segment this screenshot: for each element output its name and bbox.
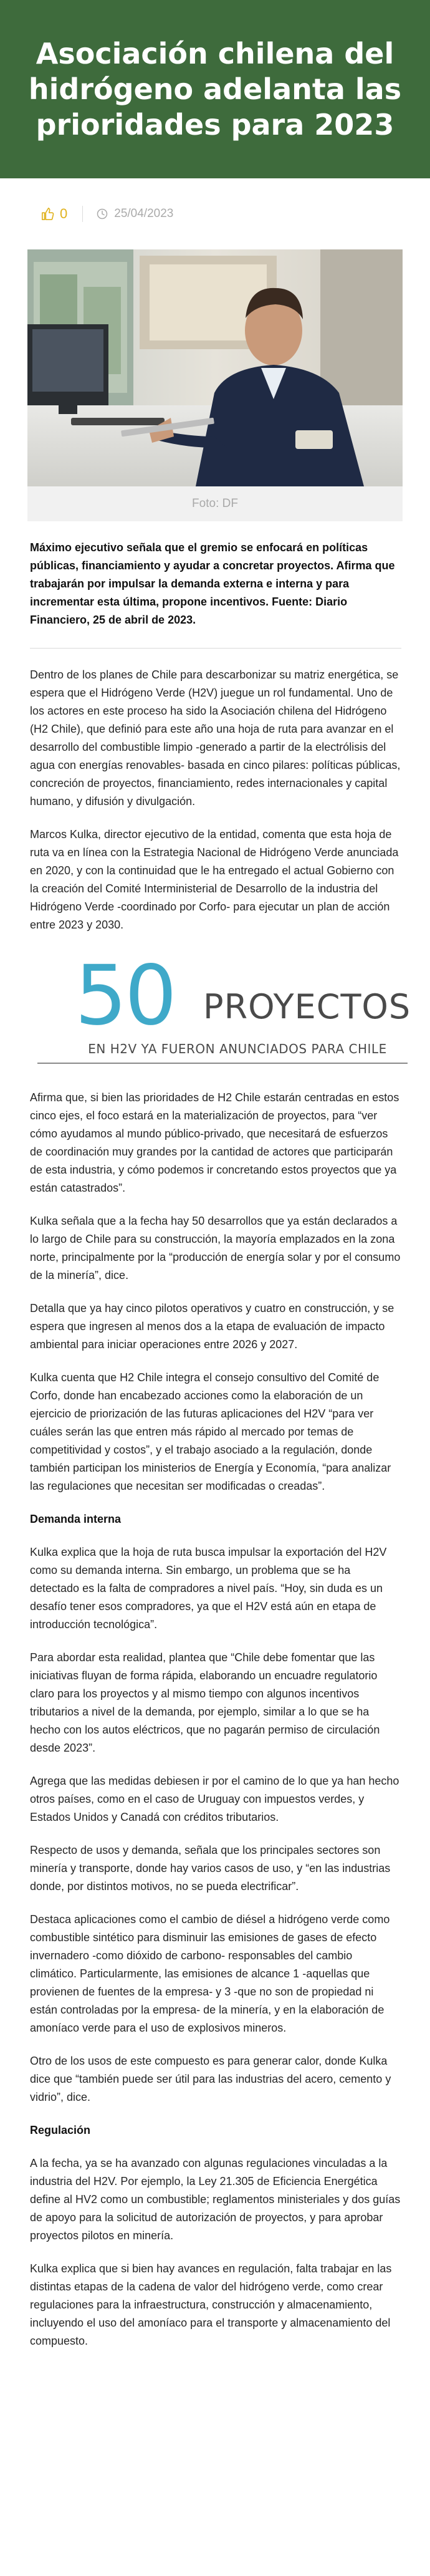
paragraph-3: Afirma que, si bien las prioridades de H2 Chile estarán centradas en estos cinco ejes, el foco estará en la materialización de proyectos, para “ver cómo ayudamos al mundo público-privado, que necesitará de esfuerzos de coordinación muy grandes por la cantidad de actores que participarán de esta industria, y cómo podemos ir concretando estos proyectos que ya están catastrados”. (30, 1091, 399, 1194)
paragraph-7: Kulka explica que la hoja de ruta busca impulsar la exportación del H2V como su demanda interna. Sin embargo, un problema que se ha detectado es la falta de compradores a nivel país. “Hoy, sin duda es un desafío tener esos compradores, ya que el H2V está aún en etapa de introducción tecnológica”. (30, 1546, 387, 1631)
article-lead: Máximo ejecutivo señala que el gremio se enfocará en políticas públicas, financiamiento y ayudar a concretar proyectos. Afirma que trabajarán por impulsar la demanda externa e interna y para incrementar esta última, propone incentivos. Fuente: Diario Financiero, 25 de abril de 2023. (30, 541, 395, 626)
paragraph-2: Marcos Kulka, director ejecutivo de la entidad, comenta que esta hoja de ruta va en línea con la Estrategia Nacional de Hidrógeno Verde anunciada en 2020, y con la continuidad que le ha entregado el actual Gobierno con la creación del Comité Interministerial de Desarrollo de la industria del Hidrógeno Verde -coordinado por Corfo- para ejecutar un plan de acción entre 2023 y 2030. (30, 828, 399, 931)
projects-banner (75, 948, 411, 1066)
like-button[interactable] (41, 206, 67, 222)
article-photo (27, 249, 403, 521)
article-meta (0, 178, 430, 249)
article-body (30, 539, 411, 2350)
paragraph-14: Kulka explica que si bien hay avances en regulación, falta trabajar en las distintas etapas de la cadena de valor del hidrógeno verde, como crear regulaciones para la infraestructura, construcción y almacenamiento, incluyendo el uso del amoníaco para el transporte y almacenamiento del compuesto. (30, 2262, 392, 2347)
paragraph-6: Kulka cuenta que H2 Chile integra el consejo consultivo del Comité de Corfo, donde han encabezado acciones como la elaboración de un ejercicio de priorización de las futuras aplicaciones del H2V “para ver cuáles serán las que entren más rápido al mercado por temas de competitividad y costos”, y el trabajo asociado a la regulación, donde también participan los ministerios de Energía y Economía, “para analizar las regulaciones que necesitan ser modificadas o creadas”. (30, 1371, 391, 1492)
paragraph-1: Dentro de los planes de Chile para descarbonizar su matriz energética, se espera que el Hidrógeno Verde (H2V) juegue un rol fundamental. Uno de los actores en este proceso ha sido la Asociación chilena del Hidrógeno (H2 Chile), que definió para este año una hoja de ruta para avanzar en el desarrollo del combustible limpio -generado a partir de la electrólisis del agua con energías renovables- basada en cinco pilares: políticas públicas, concreción de proyectos, financiamiento, redes internacionales y capital humano, y difusión y divulgación. (30, 668, 401, 808)
lead-divider (30, 648, 401, 649)
paragraph-12: Otro de los usos de este compuesto es para generar calor, donde Kulka dice que “también puede ser útil para las industrias del acero, cemento y vidrio”, dice. (30, 2055, 391, 2103)
article-header (0, 0, 430, 178)
banner-number: 50 (75, 948, 174, 1044)
heading-demanda-interna: Demanda interna (30, 1513, 122, 1525)
like-count: 0 (60, 206, 68, 221)
meta-divider (82, 206, 83, 222)
banner-word: PROYECTOS (203, 987, 411, 1026)
photo-caption: Foto: DF (27, 486, 403, 521)
paragraph-5: Detalla que ya hay cinco pilotos operativos y cuatro en construcción, y se espera que ingresen al menos dos a la etapa de evaluación de impacto ambiental para iniciar operaciones entre 2026 y 2027. (30, 1302, 394, 1351)
article-title: Asociación chilena del hidrógeno adelanta las prioridades para 2023 (28, 36, 402, 142)
thumbs-up-icon (41, 207, 55, 221)
heading-regulacion: Regulación (30, 2124, 91, 2136)
publish-date-text: 25/04/2023 (114, 207, 174, 220)
paragraph-11: Destaca aplicaciones como el cambio de diésel a hidrógeno verde como combustible sintético para disminuir las emisiones de gases de efecto invernadero -como dióxido de carbono- responsables del cambio climático. Particularmente, las emisiones de alcance 1 -aquellas que provienen de fuentes de la empresa- y 3 -que no son de propiedad ni están controladas por la empresa- de la minería, y en la elaboración de amoníaco verde para el uso de explosivos mineros. (30, 1913, 390, 2034)
publish-date (97, 207, 173, 221)
banner-underline (37, 1063, 408, 1064)
paragraph-9: Agrega que las medidas debiesen ir por el camino de lo que ya han hecho otros países, como en el caso de Uruguay con impuestos verdes, y Estados Unidos y Canadá con créditos tributarios. (30, 1775, 399, 1823)
banner-tagline: EN H2V YA FUERON ANUNCIADOS PARA CHILE (88, 1041, 387, 1056)
clock-icon (97, 208, 108, 219)
paragraph-4: Kulka señala que a la fecha hay 50 desarrollos que ya están declarados a lo largo de Chile para su construcción, la mayoría emplazados en la zona norte, principalmente por la “producción de energía solar y por el consumo de la minería”, dice. (30, 1215, 401, 1281)
paragraph-13: A la fecha, ya se ha avanzado con algunas regulaciones vinculadas a la industria del H2V. Por ejemplo, la Ley 21.305 de Eficiencia Energética define al HV2 como un combustible; reglamentos ministeriales y dos guías de apoyo para la solicitud de autorización de proyectos, y para aprobar proyectos pilotos en minería. (30, 2157, 401, 2242)
paragraph-8: Para abordar esta realidad, plantea que “Chile debe fomentar que las iniciativas fluyan de forma rápida, elaborando un encuadre regulatorio claro para los proyectos y al mismo tiempo con algunos incentivos tributarios a nivel de la demanda, por ejemplo, similar a lo que se ha hecho con los autos eléctricos, que no pagarán permiso de circulación desde 2023”. (30, 1651, 380, 1754)
executive-photo (27, 249, 403, 486)
paragraph-10: Respecto de usos y demanda, señala que los principales sectores son minería y transporte, donde hay varios casos de uso, y “en las industrias donde, por distintos motivos, no se pueda electrificar”. (30, 1844, 391, 1893)
